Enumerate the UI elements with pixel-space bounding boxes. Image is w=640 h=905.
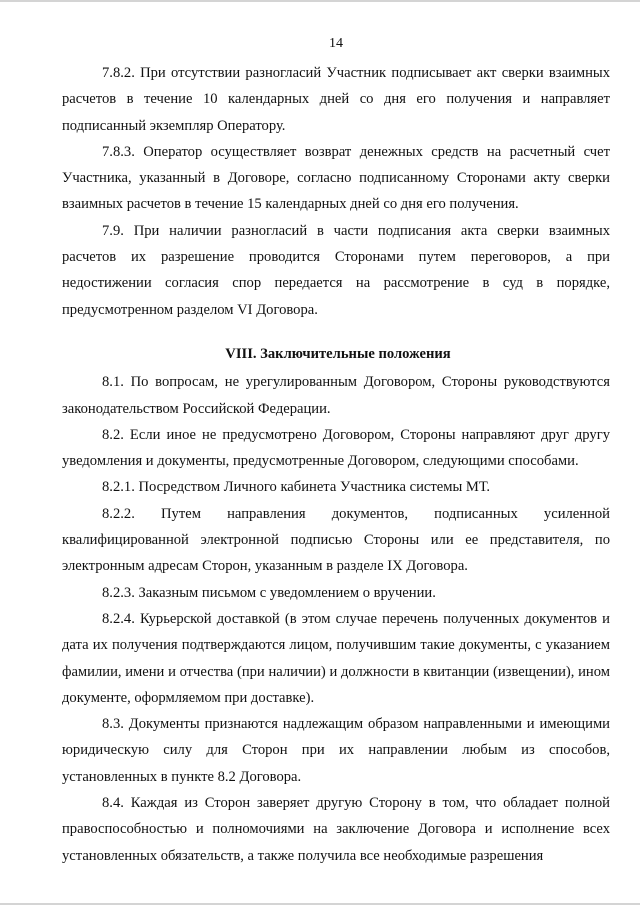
document-body xyxy=(62,60,610,869)
page-number: 14 xyxy=(329,36,343,51)
paragraph-8-1: 8.1. По вопросам, не урегулированным Договором, Стороны руководствуются законодательством Российской Федерации. xyxy=(62,374,610,417)
paragraph-8-2-3: 8.2.3. Заказным письмом с уведомлением о вручении. xyxy=(102,584,436,601)
paragraph-7-9: 7.9. При наличии разногласий в части подписания акта сверки взаимных расчетов их разрешение проводится Сторонами путем переговоров, а при недостижении согласия спор передается на рассмотрение в суд в порядке, предусмотренном разделом VI Договора. xyxy=(62,222,610,318)
paragraph-8-4: 8.4. Каждая из Сторон заверяет другую Сторону в том, что обладает полной правоспособностью и полномочиями на заключение Договора и исполнение всех установленных обязательств, а также получила все необходимые разрешения xyxy=(62,795,610,864)
paragraph-8-2-4: 8.2.4. Курьерской доставкой (в этом случае перечень полученных документов и дата их получения подтверждаются лицом, получившим такие документы, с указанием фамилии, имени и отчества (при наличии) и должности в квитанции (извещении), ином документе, оформляемом при доставке). xyxy=(62,610,610,706)
paragraph-7-8-3: 7.8.3. Оператор осуществляет возврат денежных средств на расчетный счет Участника, указанный в Договоре, согласно подписанному Сторонами акту сверки взаимных расчетов в течение 15 календарных дней со дня его получения. xyxy=(62,143,610,213)
paragraph-8-3: 8.3. Документы признаются надлежащим образом направленными и имеющими юридическую силу для Сторон при их направлении любым из способов, установленных в пункте 8.2 Договора. xyxy=(62,716,610,785)
paragraph-7-8-2: 7.8.2. При отсутствии разногласий Участник подписывает акт сверки взаимных расчетов в течение 10 календарных дней со дня его получения и направляет подписанный экземпляр Оператору. xyxy=(62,65,610,134)
paragraph-8-2-1: 8.2.1. Посредством Личного кабинета Участника системы МТ. xyxy=(102,479,490,496)
paragraph-8-2: 8.2. Если иное не предусмотрено Договором, Стороны направляют друг другу уведомления и документы, предусмотренные Договором, следующими способами. xyxy=(62,426,610,470)
paragraph-8-2-2: 8.2.2. Путем направления документов, подписанных усиленной квалифицированной электронной подписью Стороны или ее представителя, по электронным адресам Сторон, указанным в разделе IX Договора. xyxy=(62,505,610,575)
section-heading: VIII. Заключительные положения xyxy=(225,345,451,362)
scan-edge-top xyxy=(0,0,640,2)
